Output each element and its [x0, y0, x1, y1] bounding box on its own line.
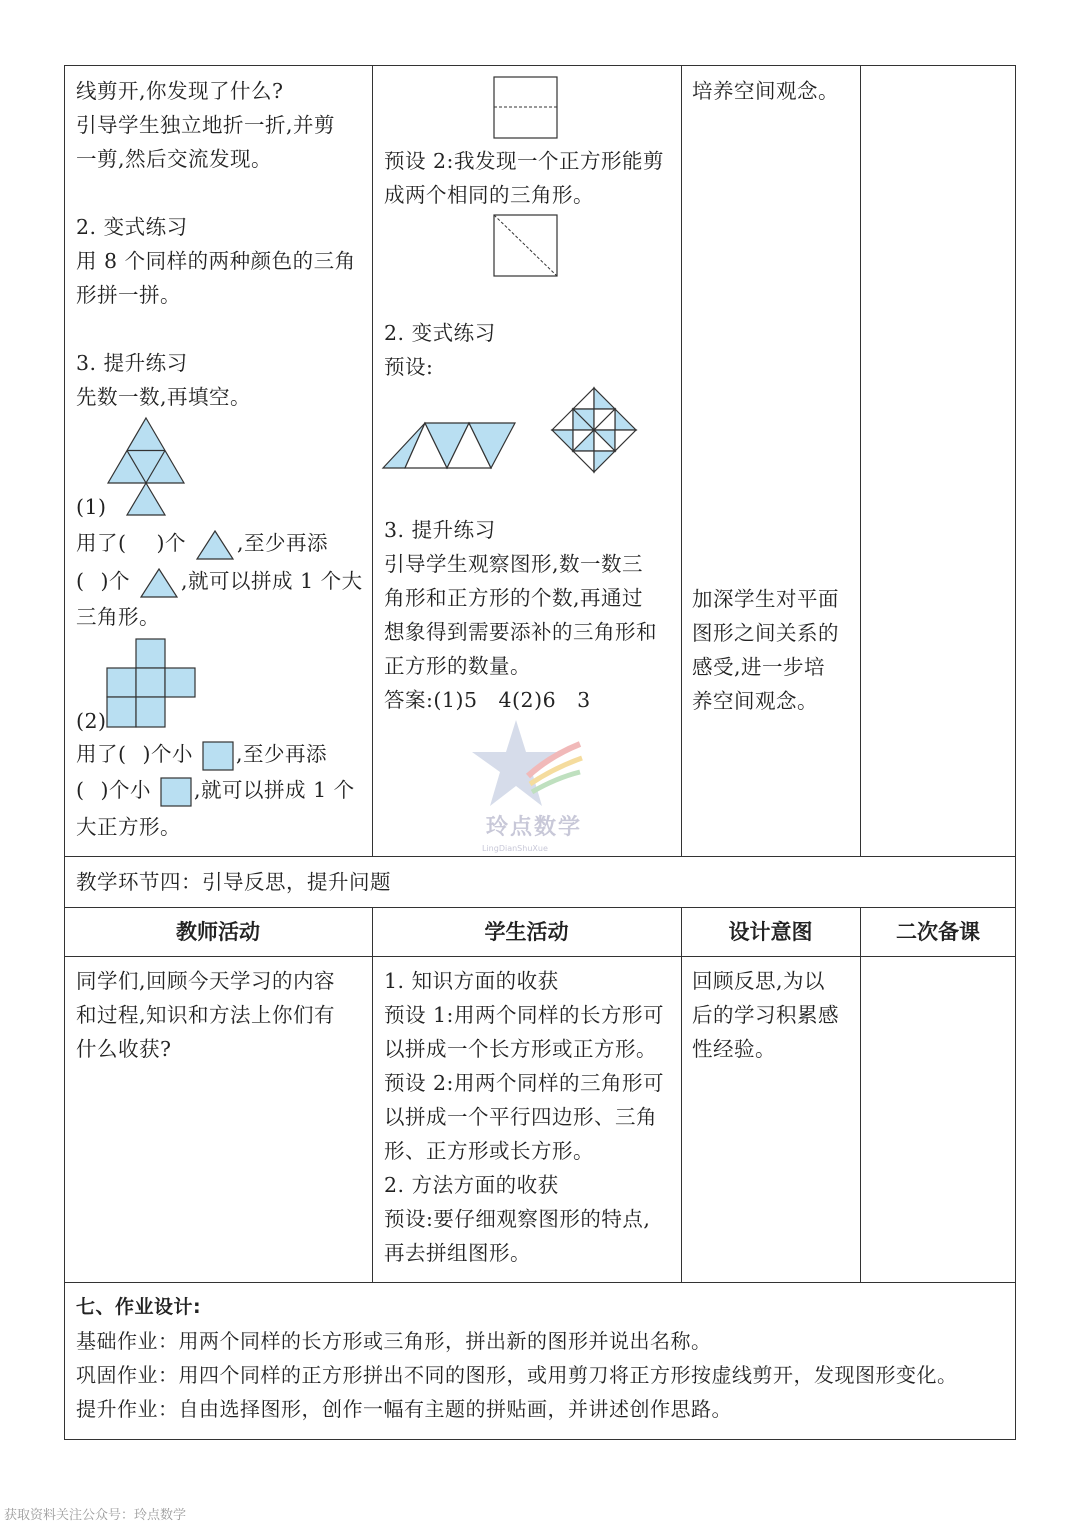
col-divider	[681, 66, 682, 856]
text-line: 正方形的数量。	[384, 654, 531, 678]
lower-intent-cell	[692, 964, 839, 1066]
watermark-star-logo	[470, 716, 590, 812]
text-line: 以拼成一个平行四边形、三角	[384, 1105, 657, 1129]
text-fragment: ,就可以拼成 1 个大	[181, 569, 363, 593]
answer-line: 答案:(1)5 4(2)6 3	[384, 688, 591, 712]
header-design-intent: 设计意图	[728, 920, 813, 944]
text-line: 回顾反思,为以	[692, 969, 826, 993]
q1-line2	[76, 564, 363, 599]
homework-advanced: 提升作业：自由选择图形，创作一幅有主题的拼贴画，并讲述创作思路。	[76, 1397, 732, 1421]
text-line: 大正方形。	[76, 815, 181, 839]
square-icon	[202, 741, 234, 771]
text-line: 一剪,然后交流发现。	[76, 147, 273, 171]
text-line: 预设 2:用两个同样的三角形可	[384, 1071, 664, 1095]
col-divider	[372, 66, 373, 856]
text-line: 引导学生观察图形,数一数三	[384, 552, 644, 576]
q1-line1	[76, 526, 328, 561]
homework-section	[76, 1290, 958, 1426]
text-line: 加深学生对平面	[692, 587, 839, 611]
col-divider	[860, 907, 861, 1282]
text-line: 角形和正方形的个数,再通过	[384, 586, 644, 610]
section-title: 2. 变式练习	[384, 321, 496, 345]
square-dashed-diagonal	[493, 214, 559, 278]
upper-student-cell-a	[384, 144, 664, 212]
col-divider	[681, 907, 682, 1282]
diamond-figure	[548, 386, 640, 476]
q2-line1	[76, 737, 327, 771]
text-fragment: ,至少再添	[237, 531, 329, 555]
text-fragment: 用了(	[76, 531, 127, 555]
q2-line2	[76, 773, 355, 807]
text-line: 培养空间观念。	[692, 79, 839, 103]
text-line: 再去拼组图形。	[384, 1241, 531, 1265]
text-line: 预设 1:用两个同样的长方形可	[384, 1003, 664, 1027]
text-line: 形拼一拼。	[76, 283, 181, 307]
text-fragment: )个小	[142, 742, 193, 766]
text-line: 三角形。	[76, 605, 160, 629]
text-line: 以拼成一个长方形或正方形。	[384, 1037, 657, 1061]
header-teacher-activity: 教师活动	[176, 920, 260, 944]
q2-label: (2)	[76, 709, 107, 733]
text-line: 预设:	[384, 355, 434, 379]
text-line: 性经验。	[692, 1037, 776, 1061]
text-fragment: (	[76, 569, 85, 593]
text-line: 什么收获?	[76, 1037, 172, 1061]
col-divider	[860, 66, 861, 856]
text-line: 2. 方法方面的收获	[384, 1173, 559, 1197]
text-fragment: )个	[156, 531, 186, 555]
lower-student-cell	[384, 964, 664, 1270]
row-divider	[65, 907, 1015, 908]
text-line: 先数一数,再填空。	[76, 385, 252, 409]
text-line: 图形之间关系的	[692, 621, 839, 645]
text-line: 形、正方形或长方形。	[384, 1139, 594, 1163]
homework-consolidate: 巩固作业：用四个同样的正方形拼出不同的图形，或用剪刀将正方形按虚线剪开，发现图形变化。	[76, 1363, 958, 1387]
upper-intent-cell-a	[692, 74, 839, 108]
text-line: 预设 2:我发现一个正方形能剪	[384, 149, 664, 173]
section-four-title: 教学环节四：引导反思，提升问题	[76, 870, 391, 894]
header-second-prep: 二次备课	[896, 920, 980, 944]
parallelogram-figure	[380, 420, 520, 470]
col-divider	[372, 907, 373, 1282]
lower-teacher-cell	[76, 964, 335, 1066]
homework-title: 七、作业设计:	[76, 1296, 202, 1318]
text-line: 想象得到需要添补的三角形和	[384, 620, 657, 644]
section-title: 3. 提升练习	[76, 351, 188, 375]
text-line: 同学们,回顾今天学习的内容	[76, 969, 336, 993]
row-divider	[65, 956, 1015, 957]
homework-basic: 基础作业：用两个同样的长方形或三角形，拼出新的图形并说出名称。	[76, 1329, 712, 1353]
triangle-icon	[195, 529, 235, 561]
text-fragment: 用了(	[76, 742, 127, 766]
text-line: 预设:要仔细观察图形的特点,	[384, 1207, 651, 1231]
square-cross-figure	[106, 638, 198, 730]
text-line: 感受,进一步培	[692, 655, 826, 679]
text-line: 线剪开,你发现了什么?	[76, 79, 284, 103]
text-fragment: ,就可以拼成 1 个	[194, 778, 355, 802]
watermark-subtext: LingDianShuXue	[482, 844, 548, 853]
q1-label: (1)	[76, 495, 107, 519]
text-line: 成两个相同的三角形。	[384, 183, 594, 207]
text-fragment: ,至少再添	[236, 742, 328, 766]
text-fragment: )个	[100, 569, 130, 593]
triangle-icon	[139, 567, 179, 599]
row-divider	[65, 1282, 1015, 1283]
upper-teacher-cell	[76, 74, 356, 414]
upper-intent-cell-b	[692, 582, 839, 718]
text-line: 后的学习积累感	[692, 1003, 839, 1027]
upper-student-cell-b	[384, 316, 496, 384]
square-dashed-horizontal	[493, 76, 559, 140]
text-line: 用 8 个同样的两种颜色的三角	[76, 249, 356, 273]
text-fragment: (	[76, 778, 85, 802]
header-student-activity: 学生活动	[484, 920, 569, 944]
footer-note: 获取资料关注公众号：玲点数学	[4, 1508, 187, 1523]
square-icon	[160, 777, 192, 807]
triangle-figure	[106, 416, 188, 516]
text-line: 养空间观念。	[692, 689, 818, 713]
text-line: 和过程,知识和方法上你们有	[76, 1003, 336, 1027]
text-fragment: )个小	[100, 778, 151, 802]
row-divider	[65, 856, 1015, 857]
watermark-text: 玲点数学	[486, 815, 583, 840]
text-line: 1. 知识方面的收获	[384, 969, 559, 993]
section-title: 3. 提升练习	[384, 518, 496, 542]
text-line: 引导学生独立地折一折,并剪	[76, 113, 336, 137]
upper-student-cell-c	[384, 513, 657, 717]
section-title: 2. 变式练习	[76, 215, 188, 239]
